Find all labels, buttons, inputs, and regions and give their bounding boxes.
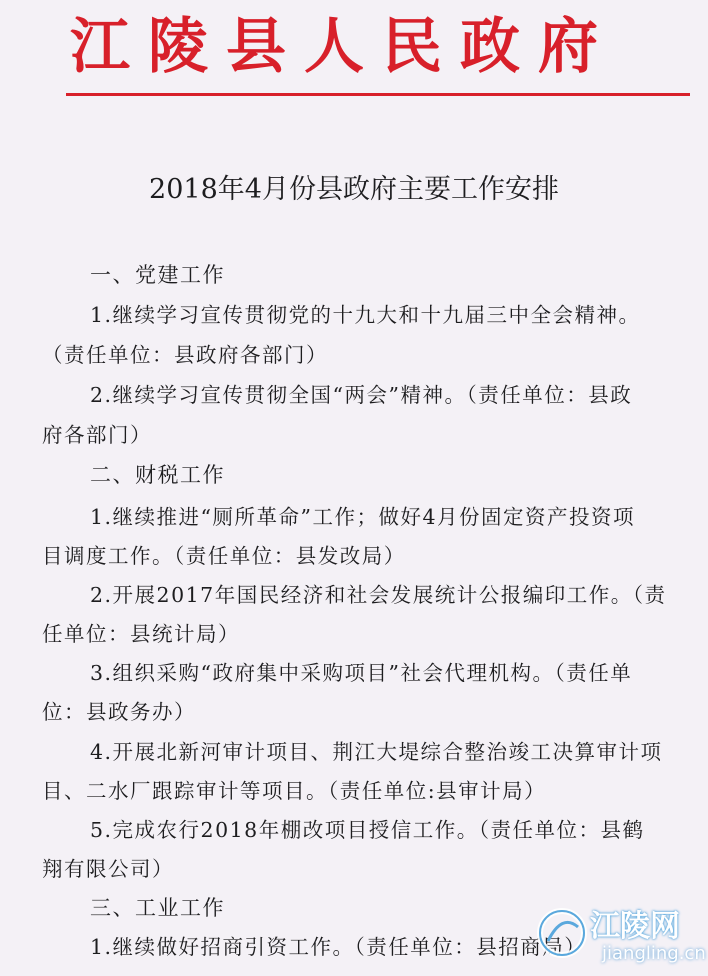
- paragraph-line: 1.继续学习宣传贯彻党的十九大和十九届三中全会精神。: [90, 303, 641, 327]
- paragraph-line: 目、二水厂跟踪审计等项目。（责任单位:县审计局）: [42, 779, 547, 803]
- letterhead: [0, 0, 708, 100]
- swirl-logo-icon: [532, 903, 592, 963]
- red-divider-line: [66, 93, 690, 96]
- paragraph-line: （责任单位：县政府各部门）: [42, 343, 328, 367]
- section-heading-finance: 二、财税工作: [90, 463, 225, 487]
- paragraph-line: 1.继续做好招商引资工作。（责任单位：县招商局）: [90, 935, 587, 959]
- paragraph-line: 位：县政务办）: [42, 700, 196, 724]
- paragraph-line: 2.继续学习宣传贯彻全国“两会”精神。（责任单位：县政: [90, 383, 633, 407]
- government-name-heading: 江陵县人民政府: [70, 12, 616, 82]
- paragraph-line: 5.完成农行2018年棚改项目授信工作。（责任单位：县鹤: [90, 818, 645, 842]
- paragraph-line: 府各部门）: [42, 423, 152, 447]
- site-watermark: [530, 895, 708, 976]
- paragraph-line: 目调度工作。（责任单位：县发改局）: [42, 544, 406, 568]
- watermark-url: jiangling.cn: [602, 943, 706, 964]
- paragraph-line: 4.开展北新河审计项目、荆江大堤综合整治竣工决算审计项: [90, 740, 663, 764]
- paragraph-line: 1.继续推进“厕所革命”工作；做好4月份固定资产投资项: [90, 505, 636, 529]
- paragraph-line: 翔有限公司）: [42, 857, 174, 881]
- document-title: 2018年4月份县政府主要工作安排: [149, 174, 559, 205]
- paragraph-line: 任单位：县统计局）: [42, 622, 240, 646]
- section-heading-industry: 三、工业工作: [90, 896, 225, 920]
- section-heading-party: 一、党建工作: [90, 263, 225, 287]
- paragraph-line: 3.组织采购“政府集中采购项目”社会代理机构。（责任单: [90, 661, 633, 685]
- watermark-site-name: 江陵网: [590, 909, 680, 944]
- paragraph-line: 2.开展2017年国民经济和社会发展统计公报编印工作。（责: [90, 583, 667, 607]
